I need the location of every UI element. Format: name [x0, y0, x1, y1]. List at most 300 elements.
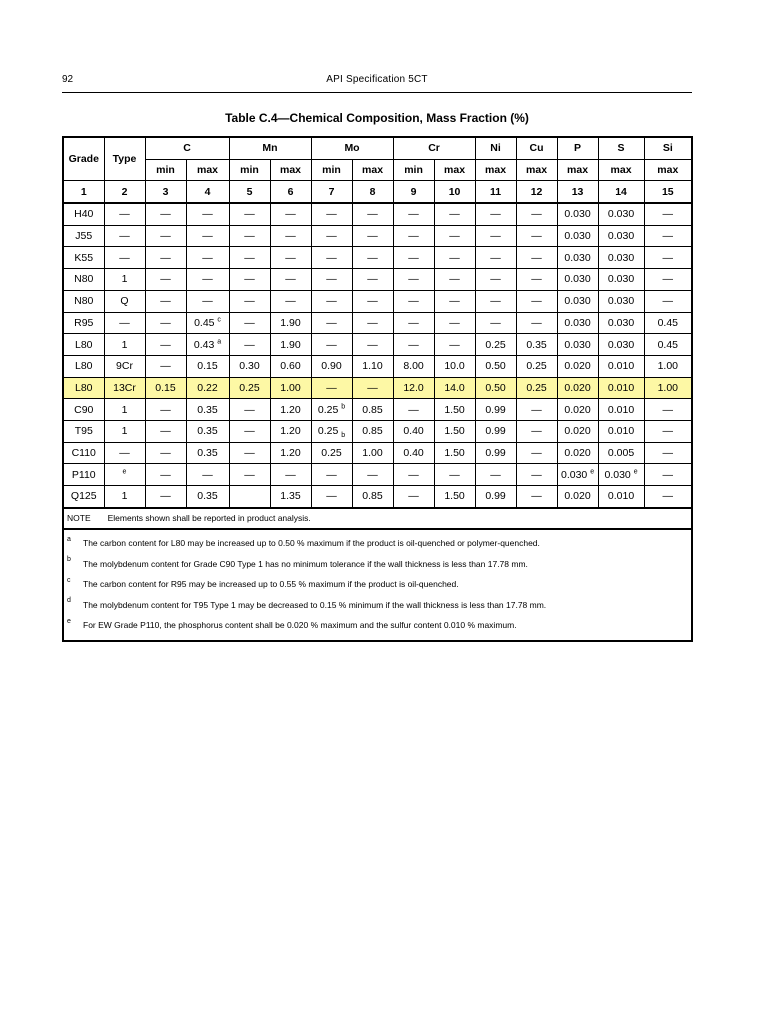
value-cell: [393, 312, 434, 334]
grade-cell: [63, 290, 104, 312]
cell-text: 0.35: [197, 403, 218, 416]
cell-text: 0.60: [280, 360, 301, 373]
type-cell: [104, 399, 145, 421]
cell-text: 0.15: [155, 381, 176, 394]
cell-text: 0.020: [564, 490, 591, 503]
cell-text: H40: [74, 208, 94, 221]
cell-text: —: [490, 316, 501, 329]
cell-text: 1.35: [280, 490, 301, 503]
grade-cell: [63, 247, 104, 269]
type-cell: [104, 312, 145, 334]
cell-text: 1: [121, 403, 128, 416]
cell-text: —: [408, 208, 419, 221]
cell-text: N80: [74, 295, 94, 308]
cell-text: 0.030: [607, 273, 635, 286]
cell-text: 0.35: [197, 446, 218, 459]
cell-text: 0.010: [607, 490, 635, 503]
cell-text: —: [160, 403, 171, 416]
footnote-ref: e: [590, 468, 595, 476]
cell-text: —: [490, 251, 501, 264]
value-cell: [393, 334, 434, 356]
value-cell: [311, 399, 352, 421]
value-cell: [557, 225, 598, 247]
cell-text: 0.020: [564, 403, 591, 416]
cell-text: —: [285, 468, 296, 481]
cell-text: K55: [74, 251, 94, 264]
cell-text: —: [160, 230, 171, 243]
value-cell: [229, 399, 270, 421]
value-cell: [434, 442, 475, 464]
value-cell: [270, 486, 311, 508]
cell-text: 0.030: [564, 208, 591, 221]
value-cell: [644, 334, 692, 356]
value-cell: [598, 290, 644, 312]
cell-text: —: [531, 425, 542, 438]
column-number-cell: 8: [352, 181, 393, 203]
cell-text: 10.0: [444, 360, 465, 373]
value-cell: [270, 247, 311, 269]
value-cell: [434, 399, 475, 421]
cell-text: 12.0: [403, 381, 424, 394]
footnote-mark: b: [67, 556, 71, 564]
table-row: [63, 334, 692, 356]
value-cell: [393, 377, 434, 399]
cell-text: 1.20: [280, 403, 301, 416]
table-title: Table C.4—Chemical Composition, Mass Fraction (%): [225, 111, 529, 125]
value-cell: [311, 442, 352, 464]
value-cell: [186, 355, 229, 377]
value-cell: [229, 377, 270, 399]
value-cell: [270, 377, 311, 399]
value-cell: [434, 334, 475, 356]
value-cell: [516, 334, 557, 356]
cell-text: —: [408, 251, 419, 264]
cell-text: 8.00: [403, 360, 424, 373]
value-cell: [352, 486, 393, 508]
chemical-composition-table: [62, 136, 693, 642]
cell-text: 0.25: [485, 338, 506, 351]
value-cell: [434, 225, 475, 247]
cell-text: 0.50: [485, 360, 506, 373]
column-number-row: [63, 181, 692, 203]
cell-text: —: [367, 381, 378, 394]
type-cell: [104, 486, 145, 508]
cell-text: —: [202, 251, 213, 264]
value-cell: [229, 334, 270, 356]
value-cell: [557, 377, 598, 399]
cell-text: 0.010: [607, 425, 635, 438]
cell-text: 0.030: [607, 208, 635, 221]
value-cell: [516, 247, 557, 269]
cell-text: —: [490, 208, 501, 221]
column-number-cell: 1: [63, 181, 104, 203]
cell-text: 0.40: [403, 425, 424, 438]
grade-cell: [63, 420, 104, 442]
value-cell: [557, 486, 598, 508]
header-p: P: [557, 137, 598, 159]
subheader-cell: min: [311, 159, 352, 181]
cell-text: 0.030: [564, 338, 591, 351]
value-cell: [145, 442, 186, 464]
cell-text: 0.020: [564, 446, 591, 459]
value-cell: [598, 442, 644, 464]
header-cr: Cr: [393, 137, 475, 159]
value-cell: [311, 269, 352, 291]
cell-text: —: [662, 490, 674, 503]
cell-text: —: [408, 230, 419, 243]
value-cell: [516, 486, 557, 508]
value-cell: [475, 486, 516, 508]
cell-text: 0.030: [564, 295, 591, 308]
table-row: [63, 269, 692, 291]
cell-text: —: [531, 316, 542, 329]
value-cell: [644, 442, 692, 464]
footnote-ref: b: [341, 432, 346, 440]
footnote-mark: e: [67, 618, 71, 626]
type-cell: [104, 355, 145, 377]
value-cell: [557, 334, 598, 356]
value-cell: [352, 334, 393, 356]
cell-text: 0.99: [485, 446, 506, 459]
cell-text: —: [160, 251, 171, 264]
table-row: [63, 486, 692, 508]
subheader-cell: max: [352, 159, 393, 181]
cell-text: —: [244, 425, 255, 438]
value-cell: [311, 225, 352, 247]
footnote-text: For EW Grade P110, the phosphorus content shall be 0.020 % maximum and the sulfur content 0.010 % maximum.: [83, 620, 517, 631]
footnote-ref: b: [341, 403, 346, 411]
cell-text: —: [408, 468, 419, 481]
cell-text: —: [367, 468, 378, 481]
header-cu: Cu: [516, 137, 557, 159]
grade-cell: [63, 399, 104, 421]
value-cell: [475, 269, 516, 291]
value-cell: [644, 203, 692, 225]
grade-cell: [63, 355, 104, 377]
value-cell: [352, 399, 393, 421]
header-si: Si: [644, 137, 692, 159]
cell-text: —: [408, 295, 419, 308]
cell-text: —: [449, 251, 460, 264]
grade-cell: [63, 312, 104, 334]
column-number-cell: 4: [186, 181, 229, 203]
cell-text: —: [160, 316, 171, 329]
cell-text: 9Cr: [116, 360, 133, 373]
value-cell: [598, 247, 644, 269]
value-cell: [644, 486, 692, 508]
value-cell: [145, 464, 186, 486]
value-cell: [186, 290, 229, 312]
value-cell: [516, 225, 557, 247]
cell-text: —: [244, 446, 255, 459]
header-ni: Ni: [475, 137, 516, 159]
cell-text: —: [160, 446, 171, 459]
footnote-text: The carbon content for R95 may be increased up to 0.55 % maximum if the product is oil-quenched.: [83, 579, 459, 590]
value-cell: [352, 355, 393, 377]
grade-cell: [63, 269, 104, 291]
value-cell: [352, 225, 393, 247]
cell-text: 0.020: [564, 381, 591, 394]
value-cell: [393, 486, 434, 508]
value-cell: [557, 355, 598, 377]
value-cell: [644, 377, 692, 399]
cell-text: 0.30: [239, 360, 260, 373]
cell-text: —: [367, 338, 378, 351]
value-cell: [434, 247, 475, 269]
grade-cell: [63, 225, 104, 247]
value-cell: [434, 290, 475, 312]
subheader-cell: min: [393, 159, 434, 181]
cell-text: —: [326, 316, 337, 329]
footnote: [67, 553, 688, 574]
cell-text: —: [531, 208, 542, 221]
cell-text: —: [662, 468, 674, 481]
cell-text: —: [531, 468, 542, 481]
cell-text: —: [408, 403, 419, 416]
cell-text: —: [449, 295, 460, 308]
cell-text: J55: [75, 230, 93, 243]
cell-text: L80: [74, 360, 93, 373]
value-cell: [434, 312, 475, 334]
value-cell: [393, 269, 434, 291]
value-cell: [393, 464, 434, 486]
cell-text: 0.99: [485, 490, 506, 503]
grade-cell: [63, 377, 104, 399]
table-row: [63, 247, 692, 269]
value-cell: [270, 334, 311, 356]
type-cell: [104, 420, 145, 442]
cell-text: —: [202, 273, 213, 286]
value-cell: [557, 269, 598, 291]
cell-text: —: [285, 230, 296, 243]
cell-text: —: [160, 295, 171, 308]
cell-text: P110: [71, 468, 96, 481]
subheader-cell: min: [145, 159, 186, 181]
type-cell: [104, 290, 145, 312]
value-cell: [644, 464, 692, 486]
value-cell: [516, 312, 557, 334]
header-type: Type: [104, 137, 145, 181]
footnote-mark: a: [67, 535, 71, 543]
value-cell: [557, 203, 598, 225]
value-cell: [270, 312, 311, 334]
value-cell: [475, 225, 516, 247]
subheader-cell: max: [434, 159, 475, 181]
value-cell: [434, 355, 475, 377]
cell-text: —: [119, 230, 130, 243]
value-cell: [475, 247, 516, 269]
cell-text: —: [244, 251, 255, 264]
value-cell: [311, 203, 352, 225]
value-cell: [598, 225, 644, 247]
cell-text: —: [408, 316, 419, 329]
cell-text: —: [449, 273, 460, 286]
cell-text: —: [531, 490, 542, 503]
table-row: [63, 399, 692, 421]
cell-text: 0.030: [564, 273, 591, 286]
cell-text: 0.25: [239, 381, 260, 394]
value-cell: [434, 203, 475, 225]
value-cell: [270, 355, 311, 377]
value-cell: [186, 442, 229, 464]
value-cell: [145, 486, 186, 508]
cell-text: 0.030: [560, 468, 588, 481]
value-cell: [145, 399, 186, 421]
cell-text: 0.010: [607, 403, 635, 416]
cell-text: 0.25: [526, 360, 547, 373]
value-cell: [186, 203, 229, 225]
cell-text: 0.030: [607, 338, 635, 351]
value-cell: [598, 420, 644, 442]
cell-text: —: [449, 468, 460, 481]
cell-text: —: [160, 338, 171, 351]
cell-text: L80: [74, 338, 93, 351]
type-cell: [104, 225, 145, 247]
column-number-cell: 12: [516, 181, 557, 203]
value-cell: [475, 442, 516, 464]
value-cell: [516, 355, 557, 377]
subheader-cell: max: [475, 159, 516, 181]
value-cell: [186, 312, 229, 334]
grade-cell: [63, 203, 104, 225]
value-cell: [270, 399, 311, 421]
cell-text: 0.030: [564, 251, 591, 264]
value-cell: [434, 420, 475, 442]
value-cell: [311, 312, 352, 334]
value-cell: [186, 334, 229, 356]
cell-text: —: [662, 251, 674, 264]
cell-text: —: [531, 295, 542, 308]
value-cell: [229, 442, 270, 464]
value-cell: [352, 269, 393, 291]
cell-text: 1.90: [280, 316, 301, 329]
value-cell: [229, 247, 270, 269]
subheader-cell: max: [270, 159, 311, 181]
cell-text: Q: [120, 295, 129, 308]
cell-text: —: [244, 230, 255, 243]
header-grade: Grade: [63, 137, 104, 181]
cell-text: —: [662, 273, 674, 286]
cell-text: —: [490, 273, 501, 286]
value-cell: [598, 334, 644, 356]
cell-text: —: [160, 360, 171, 373]
value-cell: [186, 247, 229, 269]
cell-text: —: [202, 295, 213, 308]
cell-text: 0.020: [564, 425, 591, 438]
value-cell: [644, 290, 692, 312]
grade-cell: [63, 464, 104, 486]
cell-text: —: [662, 425, 674, 438]
value-cell: [434, 269, 475, 291]
cell-text: 0.90: [321, 360, 342, 373]
value-cell: [186, 377, 229, 399]
value-cell: [186, 464, 229, 486]
value-cell: [393, 203, 434, 225]
cell-text: 1.00: [657, 381, 679, 394]
value-cell: [598, 269, 644, 291]
subheader-cell: max: [598, 159, 644, 181]
cell-text: —: [662, 230, 674, 243]
cell-text: 0.25: [526, 381, 547, 394]
value-cell: [516, 290, 557, 312]
value-cell: [516, 420, 557, 442]
value-cell: [186, 269, 229, 291]
cell-text: —: [367, 316, 378, 329]
cell-text: —: [367, 251, 378, 264]
subheader-cell: max: [516, 159, 557, 181]
value-cell: [598, 377, 644, 399]
cell-text: 0.40: [403, 446, 424, 459]
cell-text: —: [408, 273, 419, 286]
table-row: [63, 203, 692, 225]
cell-text: 0.85: [362, 490, 383, 503]
column-number-cell: 14: [598, 181, 644, 203]
value-cell: [229, 486, 270, 508]
footnote-mark: d: [67, 597, 71, 605]
type-cell: [104, 442, 145, 464]
value-cell: [598, 312, 644, 334]
page-header: [62, 72, 692, 93]
subheader-cell: min: [229, 159, 270, 181]
value-cell: [186, 420, 229, 442]
value-cell: [352, 247, 393, 269]
value-cell: [644, 420, 692, 442]
cell-text: —: [490, 468, 501, 481]
value-cell: [475, 290, 516, 312]
subheader-row: [63, 159, 692, 181]
cell-text: —: [285, 251, 296, 264]
value-cell: [475, 203, 516, 225]
cell-text: —: [244, 403, 255, 416]
footnote-ref: e: [633, 468, 638, 476]
cell-text: —: [326, 230, 337, 243]
cell-text: —: [326, 208, 337, 221]
cell-text: —: [367, 230, 378, 243]
cell-text: —: [531, 273, 542, 286]
value-cell: [598, 355, 644, 377]
column-number-cell: 11: [475, 181, 516, 203]
value-cell: [352, 442, 393, 464]
cell-text: 0.99: [485, 425, 506, 438]
column-number-cell: 5: [229, 181, 270, 203]
cell-text: 0.50: [485, 381, 506, 394]
cell-text: —: [244, 338, 255, 351]
cell-text: 0.85: [362, 403, 383, 416]
value-cell: [434, 464, 475, 486]
cell-text: 0.25: [321, 446, 342, 459]
footnote-text: The molybdenum content for Grade C90 Type 1 has no minimum tolerance if the wall thickness is less than 17.78 mm.: [83, 558, 528, 569]
cell-text: 1.50: [444, 403, 465, 416]
value-cell: [393, 399, 434, 421]
value-cell: [644, 312, 692, 334]
value-cell: [311, 334, 352, 356]
cell-text: 0.25: [317, 425, 339, 438]
type-cell: [104, 334, 145, 356]
value-cell: [598, 399, 644, 421]
cell-text: —: [662, 446, 674, 459]
footnote-text: The carbon content for L80 may be increased up to 0.50 % maximum if the product is oil-quenched or polymer-quenched.: [83, 537, 540, 548]
value-cell: [145, 225, 186, 247]
cell-text: 1.00: [362, 446, 383, 459]
cell-text: —: [531, 251, 542, 264]
value-cell: [229, 225, 270, 247]
cell-text: 0.030: [564, 316, 591, 329]
cell-text: —: [490, 295, 501, 308]
cell-text: —: [326, 381, 337, 394]
header-mn: Mn: [229, 137, 311, 159]
table-body: [63, 203, 692, 508]
cell-text: —: [367, 273, 378, 286]
